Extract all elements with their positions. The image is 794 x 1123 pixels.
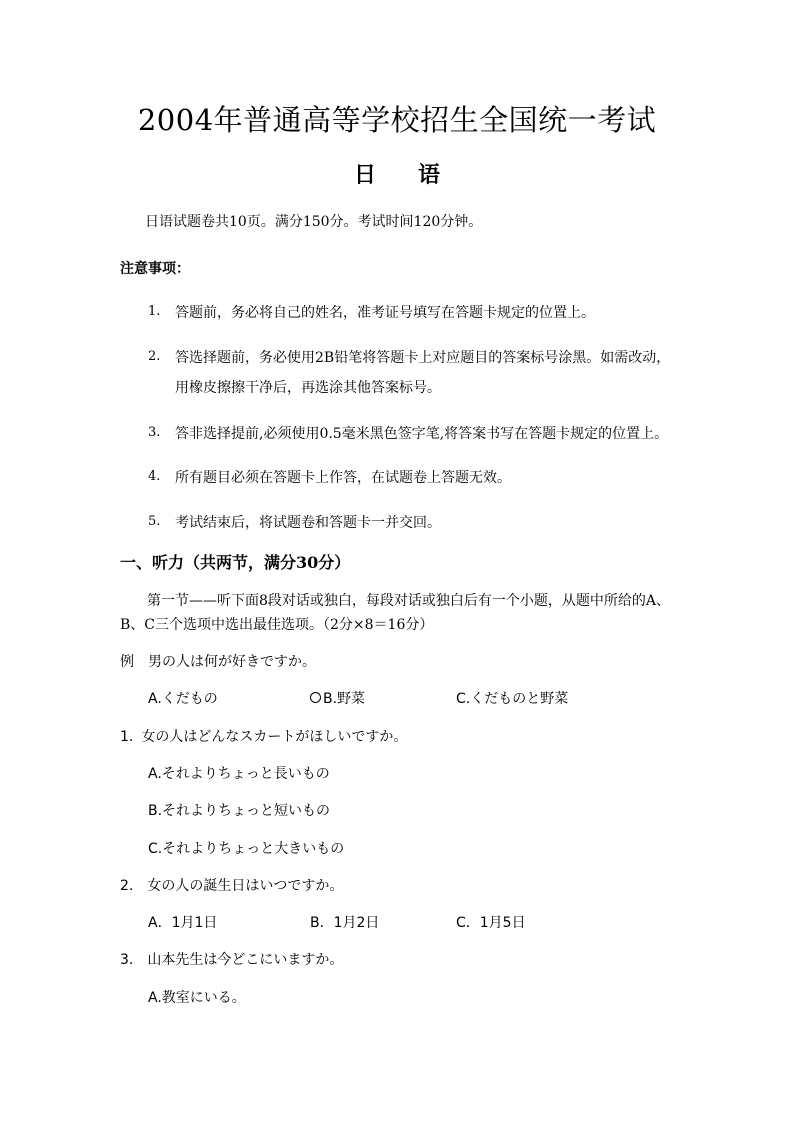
question-1-option-b: B.それよりちょっと短いもの: [148, 803, 331, 819]
notice-item-2-number: 2.: [148, 349, 161, 364]
notice-heading: 注意事项：: [120, 261, 190, 277]
question-1: [120, 726, 407, 746]
question-3: [120, 949, 343, 969]
example-question: [120, 651, 316, 671]
subject-title: [0, 158, 794, 189]
example-option-b: [310, 688, 365, 708]
subject-char-1: 日: [353, 162, 376, 188]
subject-char-2: 语: [418, 162, 441, 188]
notice-item-1-text: 答题前，务必将自己的姓名，准考证号填写在答题卡规定的位置上。: [175, 305, 595, 321]
section-1-instruction-line2: B、C三个选项中选出最佳选项。（2分×8＝16分）: [120, 617, 434, 633]
section-1-instruction-line1: 第一节——听下面8段对话或独白，每段对话或独白后有一个小题，从题中所给的A、: [147, 593, 671, 609]
question-3-option-a: A.教室にいる。: [148, 990, 246, 1006]
question-2-option-a: A．1月1日: [148, 915, 218, 931]
exam-intro: 日语试题卷共10页。满分150分。考试时间120分钟。: [145, 214, 483, 230]
question-2-option-c: C．1月5日: [456, 915, 526, 931]
question-2: [120, 875, 343, 895]
question-2-option-b: B．1月2日: [310, 915, 380, 931]
question-1-option-c: C.それよりちょっと大きいもの: [148, 841, 345, 857]
notice-item-1-number: 1.: [148, 304, 161, 319]
question-3-number: 3.: [120, 952, 134, 968]
example-option-b-label: B.野菜: [323, 691, 366, 707]
notice-item-4-text: 所有题目必须在答题卡上作答，在试题卷上答题无效。: [175, 470, 511, 486]
example-label: 例: [120, 654, 134, 670]
question-2-number: 2.: [120, 878, 134, 894]
question-2-text: 女の人の誕生日はいつですか。: [147, 878, 344, 894]
notice-item-2-text-line2: 用橡皮擦擦干净后，再选涂其他答案标号。: [175, 380, 441, 396]
example-option-a: A.くだもの: [148, 691, 218, 707]
exam-title: 2004年普通高等学校招生全国统一考试: [137, 103, 657, 137]
example-option-c: C.くだものと野菜: [456, 691, 569, 707]
notice-item-5-text: 考试结束后，将试题卷和答题卡一并交回。: [175, 515, 441, 531]
selected-circle-icon: [310, 692, 321, 703]
notice-item-2-text-line1: 答选择题前，务必使用2B铅笔将答题卡上对应题目的答案标号涂黑。如需改动，: [175, 350, 671, 366]
question-1-option-a: A.それよりちょっと長いもの: [148, 766, 330, 782]
question-1-number: 1.: [120, 729, 134, 745]
notice-item-3-text: 答非选择提前,必须使用0.5毫米黑色签字笔,将答案书写在答题卡规定的位置上。: [175, 426, 669, 442]
notice-item-5-number: 5.: [148, 514, 161, 529]
question-3-text: 山本先生は今どこにいますか。: [147, 952, 344, 968]
notice-item-3-number: 3.: [148, 425, 161, 440]
question-1-text: 女の人はどんなスカートがほしいですか。: [141, 729, 408, 745]
example-question-text: 男の人は何が好きですか。: [148, 654, 316, 670]
section-1-heading: 一、听力（共两节，满分30分）: [120, 553, 351, 572]
notice-item-4-number: 4.: [148, 469, 161, 484]
